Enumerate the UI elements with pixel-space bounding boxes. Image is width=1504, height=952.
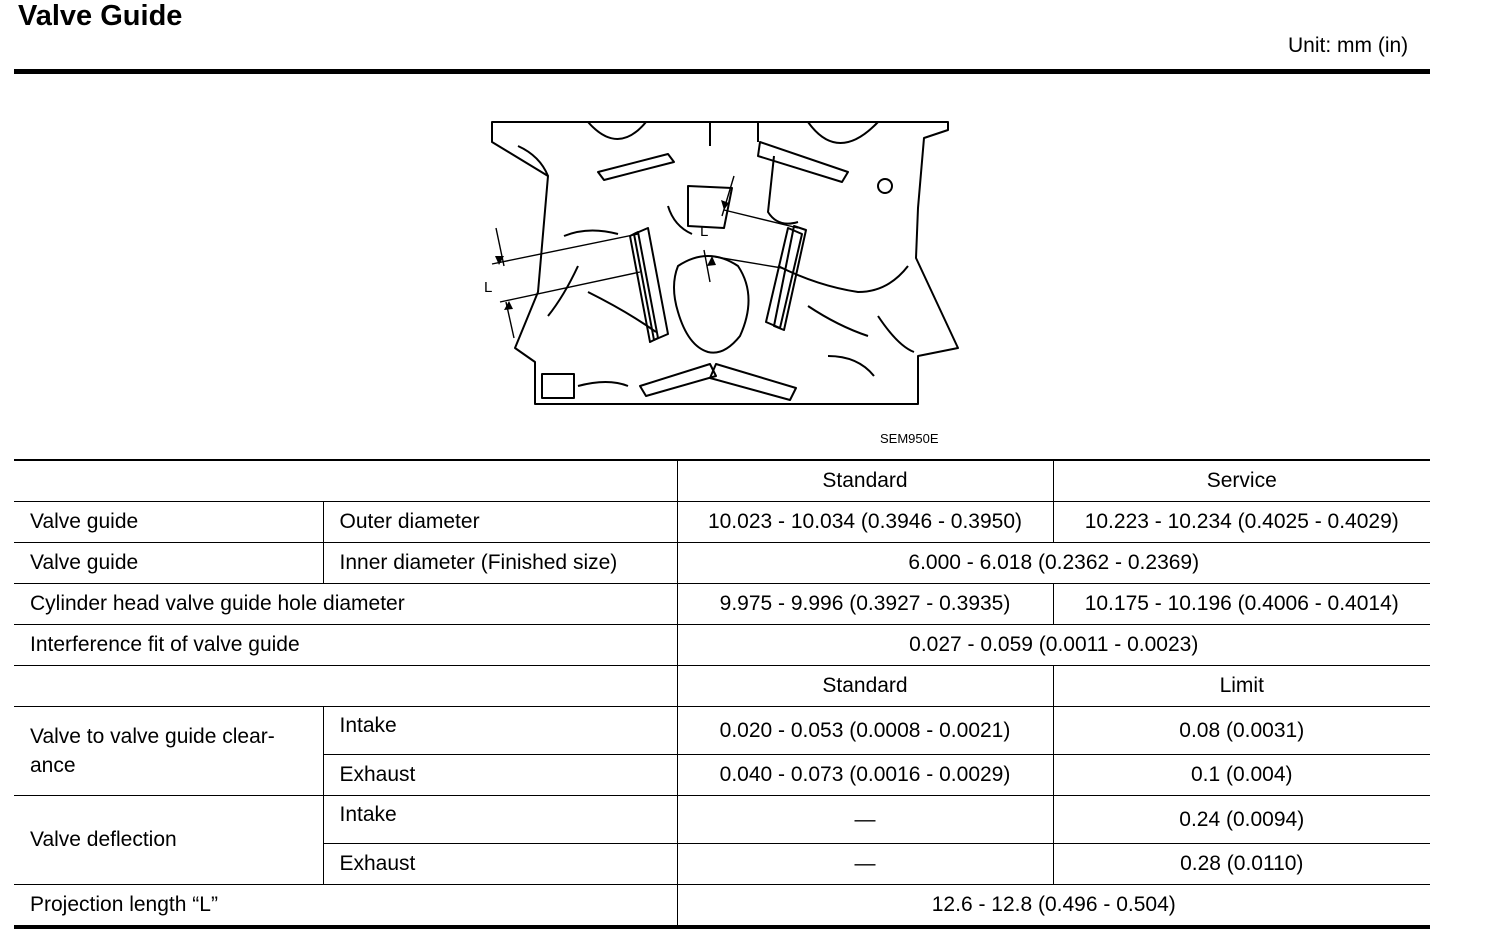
table-row bbox=[14, 707, 1430, 755]
table-header-row bbox=[14, 460, 1430, 502]
table-row bbox=[14, 885, 1430, 928]
row-limit-value: 0.08 (0.0031) bbox=[1053, 707, 1430, 755]
table-row bbox=[14, 625, 1430, 666]
dimension-l-label-left: L bbox=[484, 279, 493, 296]
header-standard: Standard bbox=[677, 460, 1053, 502]
table-subheader-row bbox=[14, 666, 1430, 707]
valve-guide-spec-table bbox=[14, 459, 1430, 929]
row-subitem: Exhaust bbox=[323, 844, 677, 885]
row-subitem: Intake bbox=[323, 796, 677, 844]
row-value: 6.000 - 6.018 (0.2362 - 0.2369) bbox=[677, 543, 1430, 584]
row-item: Valve deflection bbox=[14, 796, 323, 885]
row-standard-value: — bbox=[677, 844, 1053, 885]
row-item: Valve to valve guide clear-ance bbox=[14, 707, 323, 796]
row-value: 0.027 - 0.059 (0.0011 - 0.0023) bbox=[677, 625, 1430, 666]
subheader-blank-cell bbox=[14, 666, 677, 707]
figure-code: SEM950E bbox=[880, 431, 939, 446]
dimension-l-label-right: L bbox=[700, 223, 709, 240]
row-standard-value: 10.023 - 10.034 (0.3946 - 0.3950) bbox=[677, 502, 1053, 543]
row-subitem: Intake bbox=[323, 707, 677, 755]
row-item: Valve guide bbox=[14, 502, 323, 543]
row-limit-value: 0.24 (0.0094) bbox=[1053, 796, 1430, 844]
row-standard-value: 9.975 - 9.996 (0.3927 - 0.3935) bbox=[677, 584, 1053, 625]
header-limit: Limit bbox=[1053, 666, 1430, 707]
row-standard-value: 0.020 - 0.053 (0.0008 - 0.0021) bbox=[677, 707, 1053, 755]
row-item: Cylinder head valve guide hole diameter bbox=[14, 584, 677, 625]
header-rule bbox=[14, 69, 1430, 74]
table-row bbox=[14, 543, 1430, 584]
row-service-value: 10.223 - 10.234 (0.4025 - 0.4029) bbox=[1053, 502, 1430, 543]
row-subitem: Inner diameter (Finished size) bbox=[323, 543, 677, 584]
row-subitem: Outer diameter bbox=[323, 502, 677, 543]
row-limit-value: 0.28 (0.0110) bbox=[1053, 844, 1430, 885]
row-item: Valve guide bbox=[14, 543, 323, 584]
row-standard-value: — bbox=[677, 796, 1053, 844]
table-row bbox=[14, 584, 1430, 625]
row-subitem: Exhaust bbox=[323, 755, 677, 796]
header-blank-cell bbox=[14, 460, 677, 502]
row-limit-value: 0.1 (0.004) bbox=[1053, 755, 1430, 796]
row-item: Projection length “L” bbox=[14, 885, 677, 928]
unit-note: Unit: mm (in) bbox=[1288, 34, 1409, 57]
row-item: Interference fit of valve guide bbox=[14, 625, 677, 666]
header-standard: Standard bbox=[677, 666, 1053, 707]
table-row bbox=[14, 502, 1430, 543]
page-title: Valve Guide bbox=[18, 0, 183, 32]
table-row bbox=[14, 796, 1430, 844]
row-service-value: 10.175 - 10.196 (0.4006 - 0.4014) bbox=[1053, 584, 1430, 625]
header-service: Service bbox=[1053, 460, 1430, 502]
row-value: 12.6 - 12.8 (0.496 - 0.504) bbox=[677, 885, 1430, 928]
cylinder-head-diagram bbox=[478, 116, 968, 412]
row-standard-value: 0.040 - 0.073 (0.0016 - 0.0029) bbox=[677, 755, 1053, 796]
